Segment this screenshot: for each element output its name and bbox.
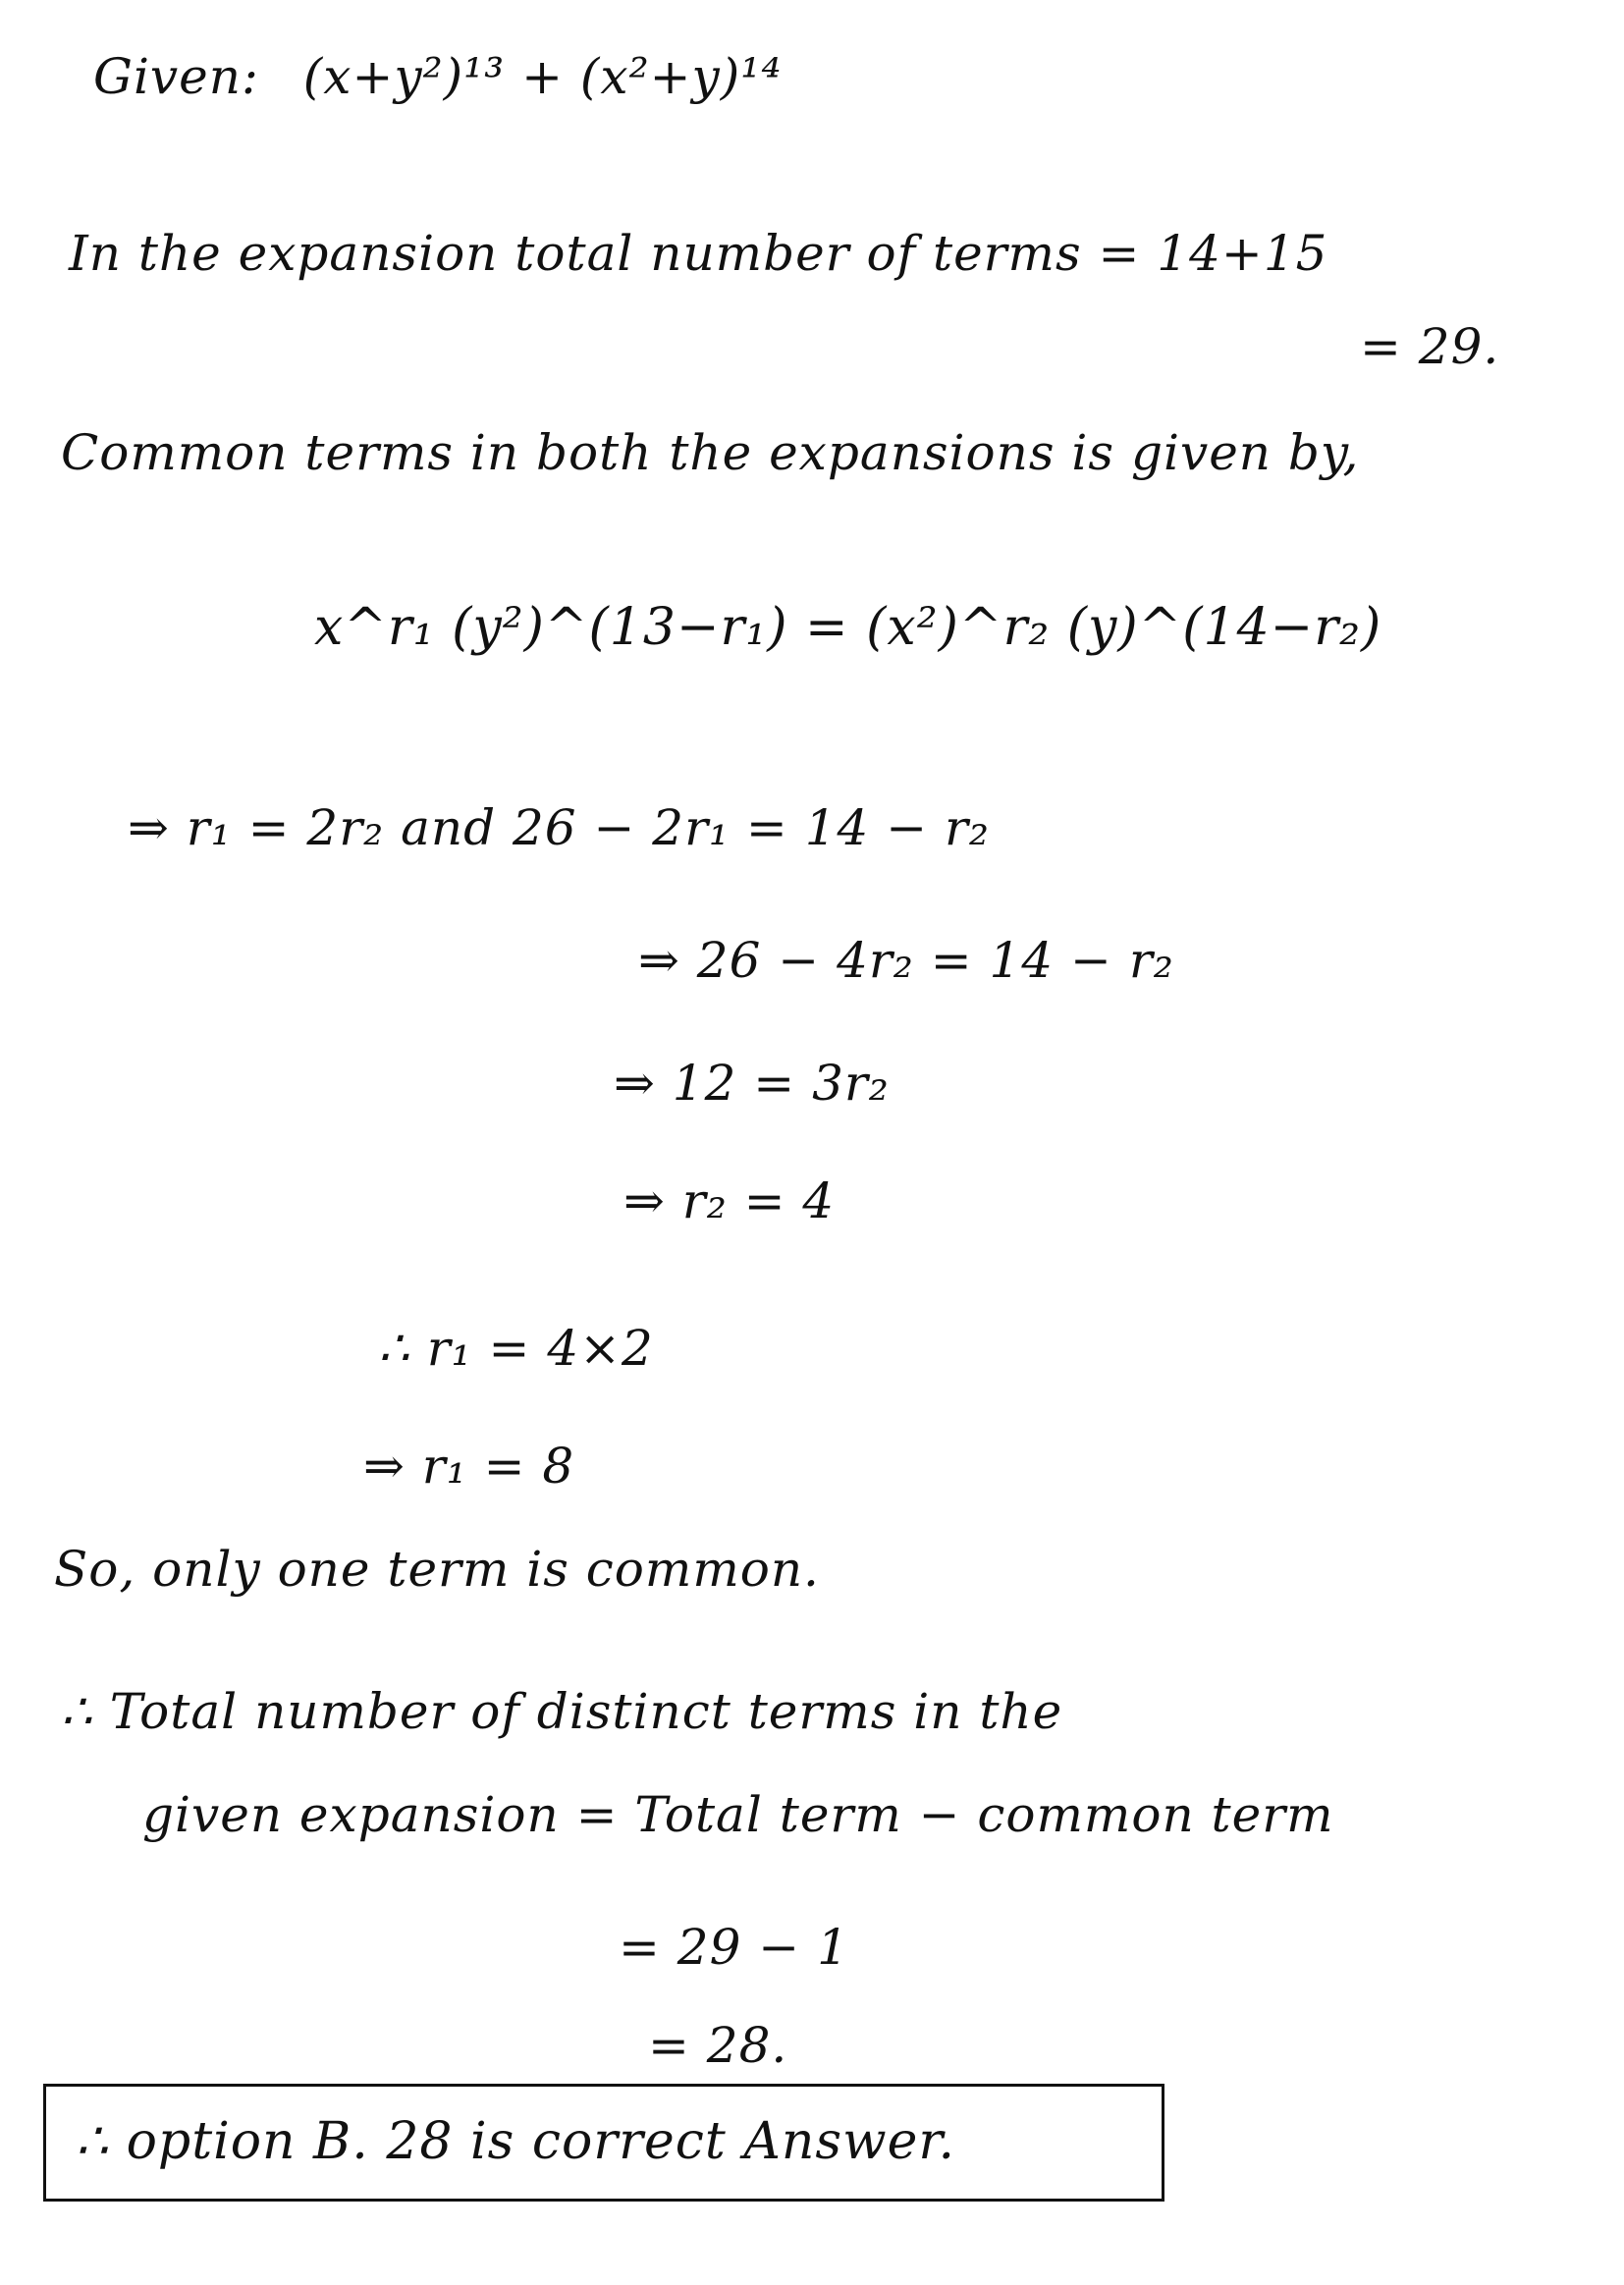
- r1-step-2: ⇒ r₁ = 8: [363, 1438, 575, 1495]
- r1-step-1: ∴ r₁ = 4×2: [378, 1320, 654, 1377]
- step-2: ⇒ 26 − 4r₂ = 14 − r₂: [638, 932, 1174, 989]
- step-4: ⇒ r₂ = 4: [623, 1172, 836, 1229]
- distinct-line-2: given expansion = Total term − common term: [142, 1786, 1334, 1843]
- common-term-equation: x^r₁ (y²)^(13−r₁) = (x²)^r₂ (y)^(14−r₂): [314, 598, 1382, 657]
- given-label: Given:: [93, 48, 259, 105]
- given-expression: (x+y²)¹³ + (x²+y)¹⁴: [302, 48, 783, 105]
- common-conclusion: So, only one term is common.: [54, 1541, 820, 1598]
- common-terms-intro: Common terms in both the expansions is given by,: [61, 424, 1360, 481]
- distinct-calc-1: = 29 − 1: [619, 1919, 849, 1976]
- given-line: [93, 49, 782, 106]
- answer-box: [43, 2084, 1164, 2202]
- answer-text: ∴ option B. 28 is correct Answer.: [76, 2112, 956, 2171]
- distinct-calc-2: = 28.: [648, 2017, 788, 2074]
- total-terms-result: = 29.: [1360, 318, 1500, 375]
- total-terms-line: In the expansion total number of terms = 14+15: [69, 225, 1328, 282]
- step-3: ⇒ 12 = 3r₂: [614, 1055, 890, 1112]
- step-1: ⇒ r₁ = 2r₂ and 26 − 2r₁ = 14 − r₂: [128, 799, 990, 856]
- distinct-line-1: ∴ Total number of distinct terms in the: [61, 1683, 1063, 1740]
